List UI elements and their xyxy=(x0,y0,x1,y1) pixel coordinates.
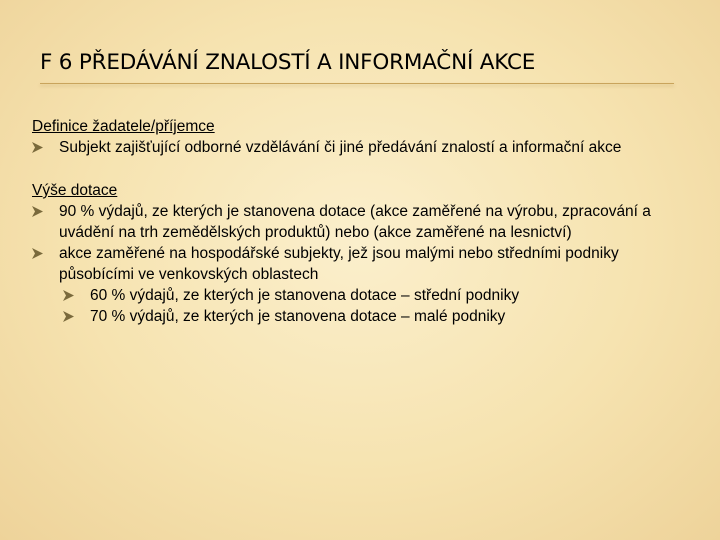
list-item-text: akce zaměřené na hospodářské subjekty, jež jsou malými nebo středními podniky působícími ve venkovských oblastech xyxy=(59,245,619,283)
section-heading-applicant: Definice žadatele/příjemce xyxy=(32,118,215,135)
sub-list-item xyxy=(32,306,692,327)
sub-list-item-text: 60 % výdajů, ze kterých je stanovena dotace – střední podniky xyxy=(90,287,520,304)
arrowhead-bullet-icon xyxy=(63,290,74,301)
arrowhead-bullet-icon xyxy=(32,206,43,217)
slide-content xyxy=(32,116,692,327)
list-item xyxy=(32,137,692,158)
sub-list-item xyxy=(32,285,692,306)
list-item-text: Subjekt zajišťující odborné vzdělávání či jiné předávání znalostí a informační akce xyxy=(59,139,622,156)
list-item xyxy=(32,243,692,285)
sub-list-item-text: 70 % výdajů, ze kterých je stanovena dotace – malé podniky xyxy=(90,308,506,325)
title-divider xyxy=(40,83,674,84)
arrowhead-bullet-icon xyxy=(32,142,43,153)
arrowhead-bullet-icon xyxy=(32,248,43,259)
list-item xyxy=(32,201,692,243)
slide-title: F 6 PŘEDÁVÁNÍ ZNALOSTÍ A INFORMAČNÍ AKCE xyxy=(40,50,536,75)
list-item-text: 90 % výdajů, ze kterých je stanovena dotace (akce zaměřené na výrobu, zpracování a uvádění na trh zemědělských produktů) nebo (akce zaměřené na lesnictví) xyxy=(59,203,651,241)
section-heading-subsidy: Výše dotace xyxy=(32,182,118,199)
arrowhead-bullet-icon xyxy=(63,311,74,322)
